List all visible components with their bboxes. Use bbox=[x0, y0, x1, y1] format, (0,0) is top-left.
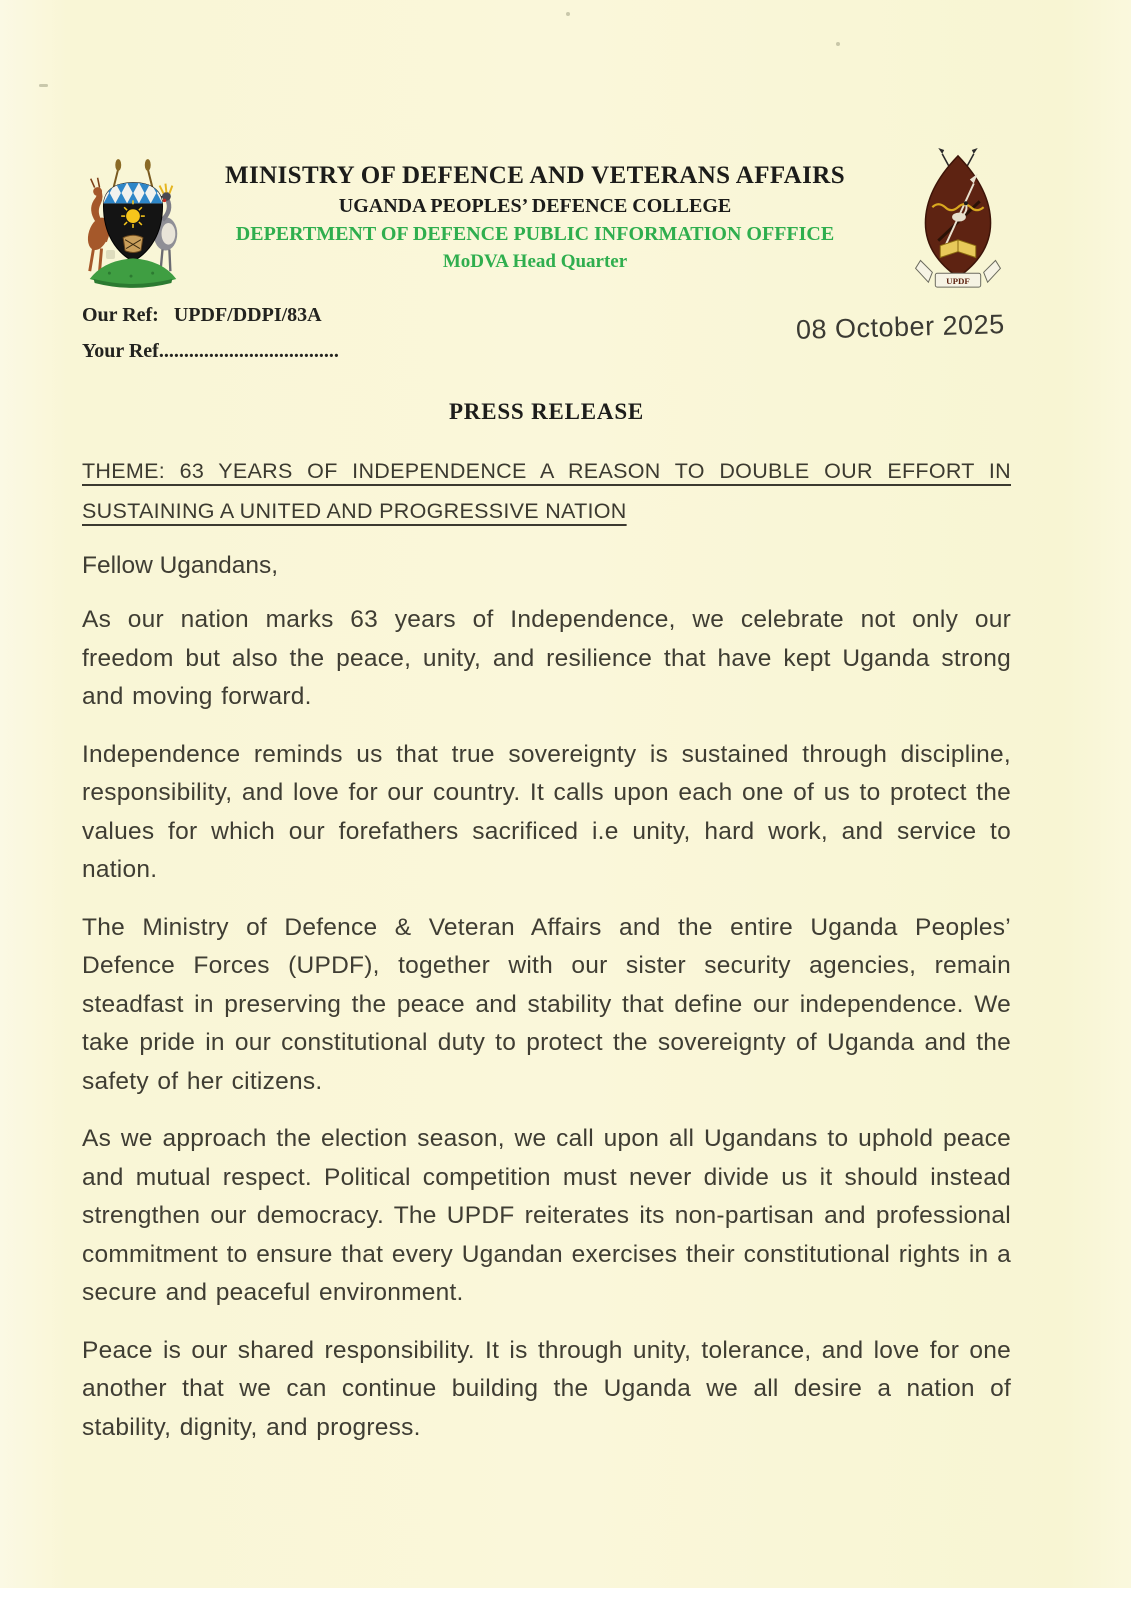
our-ref-value: UPDF/DDPI/83A bbox=[173, 304, 322, 326]
department-subtitle: DEPERTMENT OF DEFENCE PUBLIC INFORMATION OFFFICE bbox=[235, 223, 835, 245]
body-paragraph-4: As we approach the election season, we call upon all Ugandans to uphold peace and mutual respect. Political competition must never divide us it should instead strengthen our democracy. The UPDF reiterates its non-partisan and professional commitment to ensure that every Ugandan exercises their constitutional rights in a secure and peaceful environment. bbox=[82, 1125, 1011, 1306]
scan-speck bbox=[39, 84, 48, 87]
press-release-title: PRESS RELEASE bbox=[448, 399, 645, 424]
your-ref-dotted-line: .................................... bbox=[158, 340, 339, 362]
body-paragraph-2: Independence reminds us that true sovereignty is sustained through discipline, responsibility, and love for our country. It calls upon each one of us to protect the values for which our forefathers sacrificed i.e unity, hard work, and service to nation. bbox=[82, 740, 1011, 883]
uganda-coat-of-arms-logo bbox=[74, 154, 192, 290]
document-date: 08 October 2025 bbox=[795, 309, 1006, 345]
updf-emblem-logo bbox=[901, 146, 1015, 296]
scan-speck bbox=[836, 42, 840, 46]
body-paragraph-3: The Ministry of Defence & Veteran Affairs and the entire Uganda Peoples’ Defence Forces (UPDF), together with our sister security agencies, remain steadfast in preserving the peace and stability that define our independence. We take pride in our constitutional duty to protect the sovereignty of Uganda and the safety of her citizens. bbox=[82, 913, 1011, 1095]
your-ref-label: Your Ref bbox=[82, 340, 159, 362]
scan-speck bbox=[566, 12, 570, 16]
our-ref-line bbox=[82, 297, 339, 333]
uganda-coat-of-arms-icon bbox=[74, 154, 192, 290]
letter-body bbox=[82, 399, 1011, 1466]
your-ref-line bbox=[82, 333, 339, 369]
our-ref-label: Our Ref: bbox=[82, 304, 159, 326]
body-paragraph-1: As our nation marks 63 years of Independence, we celebrate not only our freedom but also the peace, unity, and resilience that have kept Uganda strong and moving forward. bbox=[82, 606, 1011, 710]
college-subtitle: UGANDA PEOPLES’ DEFENCE COLLEGE bbox=[338, 195, 732, 217]
updf-emblem-icon bbox=[901, 146, 1015, 296]
body-paragraph-5: Peace is our shared responsibility. It is through unity, tolerance, and love for one another that we can continue building the Uganda we all desire a nation of stability, dignity, and progress. bbox=[82, 1336, 1011, 1441]
reference-block bbox=[82, 297, 339, 369]
letterhead bbox=[188, 160, 882, 275]
ministry-title: MINISTRY OF DEFENCE AND VETERANS AFFAIRS bbox=[224, 162, 846, 189]
theme-heading bbox=[82, 451, 1011, 531]
theme-line-1: THEME: 63 YEARS OF INDEPENDENCE A REASON TO DOUBLE OUR EFFORT IN bbox=[82, 459, 1011, 483]
salutation: Fellow Ugandans, bbox=[82, 552, 279, 579]
updf-emblem-scroll-text: UPDF bbox=[946, 276, 970, 287]
headquarter-subtitle: MoDVA Head Quarter bbox=[442, 251, 628, 272]
scan-bottom-edge bbox=[0, 1588, 1131, 1600]
theme-line-2: SUSTAINING A UNITED AND PROGRESSIVE NATION bbox=[82, 499, 627, 523]
